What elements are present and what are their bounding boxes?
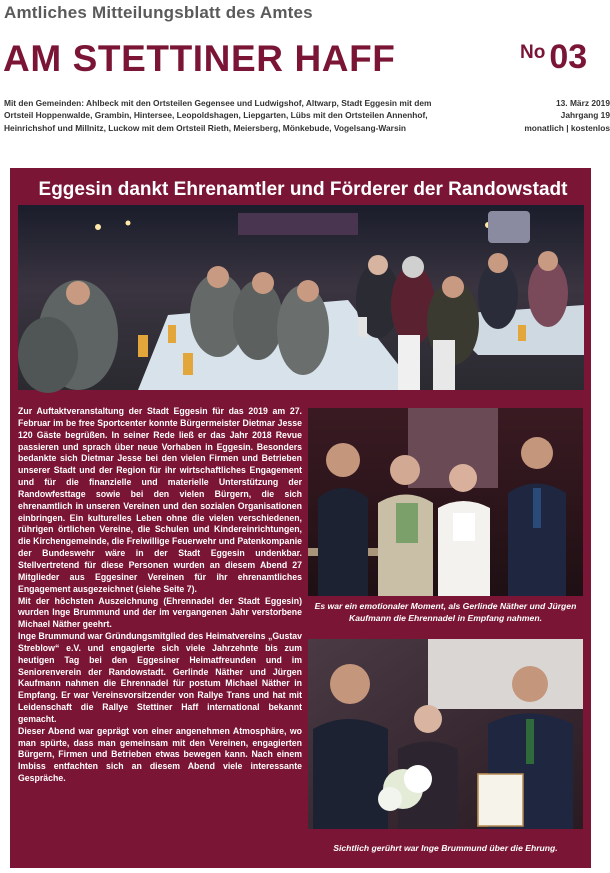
article-paragraph: Mit der höchsten Auszeichnung (Ehrennadel der Stadt Eggesin) wurden Inge Brummund und der im vergangenen Jahr verstorbene Michael Näther geehrt. — [18, 595, 302, 630]
photo-caption: Es war ein emotionaler Moment, als Gerlinde Näther und Jürgen Kaufmann die Ehrennadel in Empfang nahmen. — [314, 601, 577, 623]
publication-subtitle: Amtliches Mitteilungsblatt des Amtes — [4, 3, 313, 22]
issue-date: 13. März 2019 — [555, 98, 610, 108]
communities-line: Ortsteil Hoppenwalde, Grambin, Hintersee, Leopoldshagen, Liepgarten, Lübs mit den Ortsteilen Annenhof, — [4, 110, 428, 121]
issue-number: 03 — [549, 38, 588, 76]
article-paragraph: Zur Auftaktveranstaltung der Stadt Eggesin für das 2019 am 27. Februar im be free Sportcenter konnte Bürgermeister Dietmar Jesse 120 Gäste begrüßen. In seiner Rede ließ er das Jahr 2018 Revue passieren und sprach über neue Vorhaben in Eggesin. Besonders bedankte sich Dietmar Jesse bei den vielen Firmen und Betrieben unserer Stadt und der Region für ihr wirtschaftliches Engagement und für die finanzielle und materielle Unterstützung der Randowfesttage sowie bei den vielen Bürgern, die sich ehrenamtlich in unseren Vereinen und den sozialen Organisationen einbringen. Ein kulturelles Leben ohne die vielen verschiedenen, rührigen örtlichen Vereine, die Schulen und Kindereinrichtungen, die Kirchengemeinde, die Freiwillige Feuerwehr und Patenkompanie der Bundeswehr wäre in der Stadt Eggesin undenkbar. Stellvertretend für diese Personen wurden an diesem Abend 27 Mitglieder aus Eggesiner Vereinen für ihr ehrenamtliches Engagement ausgezeichnet (siehe Seite 7). — [18, 406, 302, 594]
award-handover-photo — [308, 408, 583, 596]
issue-meta — [500, 97, 610, 134]
publication-title: AM STETTINER HAFF — [3, 38, 396, 79]
article-headline: Eggesin dankt Ehrenamtler und Förderer der Randowstadt — [38, 179, 568, 200]
photo-caption: Sichtlich gerührt war Inge Brummund über die Ehrung. — [333, 843, 558, 853]
article-panel — [10, 168, 591, 868]
article-paragraph: Inge Brummund war Gründungsmitglied des Heimatvereins „Gustav Streblow“ e.V. und engagierte sich viele Jahrzehnte bis zum heutigen Tag bei den Eggesiner Heimatfreunden und im Seniorenverein der Randowstadt. Gerlinde Näther und Jürgen Kaufmann nahmen die Ehrennadel für postum Michael Näther in Empfang. Er war Vereinsvorsitzender von Rallye Trans und hat mit Leidenschaft die Rallye Stettiner Haff international bekannt gemacht. — [18, 631, 302, 724]
event-banquet-photo — [18, 205, 584, 390]
issue-volume: Jahrgang 19 — [560, 110, 610, 121]
issue-number-label — [520, 38, 587, 77]
issue-frequency: monatlich | kostenlos — [524, 122, 610, 133]
article-paragraph: Dieser Abend war geprägt von einer angenehmen Atmosphäre, wo man spürte, dass man gemeinsam mit den Vereinen, engagierten Bürgern, Firmen und Betrieben etwas bewegen kann. Nach einem Imbiss entfachten sich an diesem Abend viele interessante Gespräche. — [18, 725, 302, 784]
award-recipient-photo — [308, 639, 583, 829]
article-body — [18, 406, 302, 846]
issue-prefix: No — [520, 42, 546, 63]
communities-list — [4, 97, 484, 134]
communities-line: Heinrichshof und Millnitz, Luckow mit dem Ortsteil Rieth, Meiersberg, Mönkebude, Vogelsang-Warsin — [4, 122, 407, 133]
communities-line: Mit den Gemeinden: Ahlbeck mit den Ortsteilen Gegensee und Ludwigshof, Altwarp, Stadt Eggesin mit dem — [4, 98, 432, 108]
